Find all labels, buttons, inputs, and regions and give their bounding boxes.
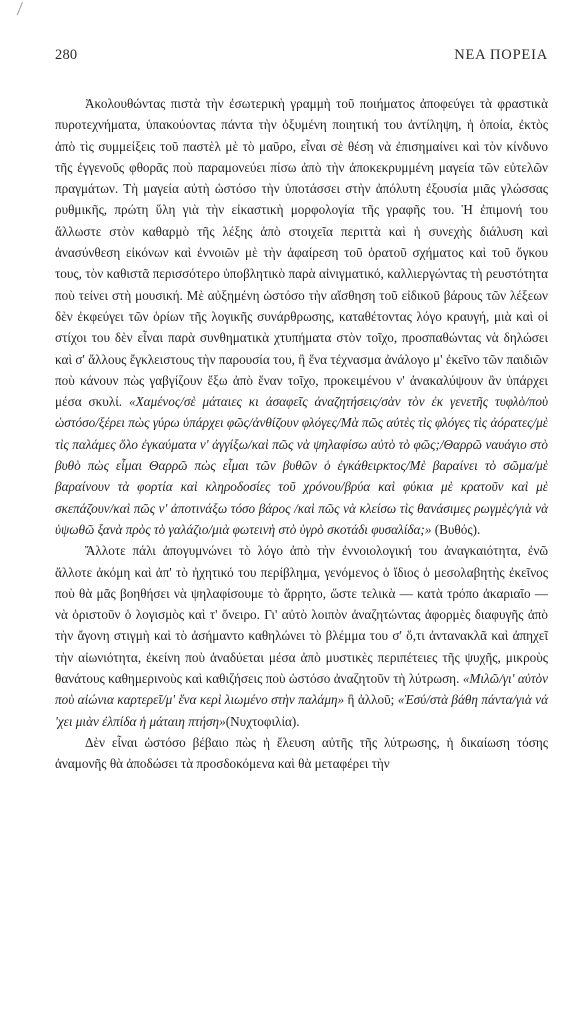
poem-quote: «Μιλῶ/γι' αὐτὸν ποὺ αἰώνια καρτερεῖ/μ' ἕνα κερὶ λιωμένο στὴν παλάμη» (55, 671, 548, 708)
text-segment: (Βυθός). (431, 521, 481, 537)
paragraph-2 (55, 540, 548, 732)
body-text (55, 93, 548, 775)
scan-mark (17, 2, 23, 15)
text-segment: Ἄλλοτε πάλι ἀπογυμνώνει τὸ λόγο ἀπὸ τὴν ἐννοιολογική του ἀναγκαιότητα, ἐνῶ ἄλλοτε ἀκόμη καὶ ἀπ' τὸ ἠχητικό του περίβλημα, γενόμενος ὁ ἴδιος ὁ μεσολαβητὴς ἐκεῖνος ποὺ θὰ μᾶς βοηθήσει νὰ ψηλαφίσουμε τὸ ἄρρητο, ὥστε τελικὰ — κατὰ τρόπο ἀκαριαῖο — νὰ ὁριστοῦν ὁ λογισμὸς καὶ τ' ὄνειρο. Γι' αὐτὸ λοιπὸν ἀναζητώντας ἀφορμὲς διαφυγῆς ἀπὸ τὴν ἄγονη στιγμὴ καὶ τὸ ἀσήμαντο καθηλώνει τὸ βλέμμα του σ' ὅ,τι ἀντανακλᾶ καὶ ἀπηχεῖ τὴν αἰωνιότητα, ἐκείνη ποὺ ἀναδύεται μέσα ἀπὸ μυστικὲς περιπέτειες τῆς ψυχῆς, μικροὺς θανάτους καθημερινοὺς καὶ καθιζήσεις ποὺ ὡστόσο ἀναζητοῦν τὴ λύτρωση. (55, 543, 548, 687)
poem-quote: «Χαμένος/σὲ μάταιες κι ἀσαφεῖς ἀναζητήσεις/σὰν τὸν ἐκ γενετῆς τυφλὸ/ποὺ ὡστόσο/ξέρει πὼς γύρω ὑπάρχει φῶς/ἀνθίζουν φλόγες/Μὰ πῶς αὐτὲς τὶς φλόγες τὶς ἀόρατες/μὲ τὶς παλάμες ὅλο ἐγκαύματα ν' ἀγγίξω/καὶ πῶς νὰ ψηλαφίσω αὐτὸ τὸ φῶς;/Θαρρῶ ναυάγιο στὸ βυθὸ πὼς εἶμαι Θαρρῶ πὼς εἶμαι τῶν βυθῶν ὁ ἐγκάθειρκτος/Μὲ βαραίνει τὸ σῶμα/μὲ βαραίνουν τὰ φορτία καὶ κληροδοσίες τοῦ χρόνου/βρύα καὶ φύκια μὲ κρατοῦν καὶ μὲ σκεπάζουν/καὶ πῶς ν' ἀποτινάξω τόσο βάρος /καὶ πῶς νὰ κλείσω τὶς θανάσιμες ρωγμὲς/γιὰ νὰ ὑψωθῶ ξανὰ πρὸς τὸ γαλάζιο/μιὰ φωτεινὴ στὸ ὑγρὸ σκοτάδι φυσαλίδα;» (55, 394, 548, 537)
running-title: ΝΕΑ ΠΟΡΕΙΑ (454, 47, 548, 63)
text-segment: ἢ ἀλλοῦ; (344, 692, 398, 708)
text-segment: (Νυχτοφιλία). (225, 713, 300, 729)
paragraph-3 (55, 732, 548, 775)
paragraph-1 (55, 93, 548, 540)
poem-quote: «Ἐσύ/στὰ βάθη πάντα/γιὰ νά 'χει μιὰν ἐλπίδα ἡ μάταιη πτήση» (55, 692, 548, 729)
page-header (55, 47, 548, 69)
page-number: 280 (55, 47, 78, 63)
text-segment: Ἀκολουθώντας πιστὰ τὴν ἐσωτερικὴ γραμμὴ τοῦ ποιήματος ἀποφεύγει τὰ φραστικὰ πυροτεχνήματα, ὑπακούοντας πάντα τὴν ὀξυμένη ποιητική του ἀντίληψη, ἡ ὁποία, ἐκτὸς ἀπὸ τὶς συμμείξεις τοῦ παστὲλ μὲ τὸ μαῦρο, εἶναι σὲ θέση νὰ ἐπισημαίνει καὶ τὸν κίνδυνο τῆς ἐγγενοῦς φθορᾶς ποὺ παραμονεύει πίσω ἀπὸ τὴν ἀποκεκρυμμένη μαγεία τῶν εὐτελῶν πραγμάτων. Τὴ μαγεία αὐτὴ ὡστόσο τὴν ὑποτάσσει στὴν ἀπόλυτη ἐξουσία μιᾶς γλώσσας ρυθμικῆς, πρώτη ὕλη γιὰ τὴν εἰκαστικὴ μορφολογία τῆς γραφῆς του. Ἡ ἐπιμονή του ἄλλωστε στὸν καθαρμὸ τῆς λέξης ἀπὸ στοιχεῖα περιττὰ καὶ ἡ συνεχὴς διάλυση καὶ ἀνασύνθεση εἰκόνων καὶ ἐννοιῶν μὲ τὴν ἀφαίρεση τοῦ ὁρατοῦ σχήματος καὶ τοῦ ὄγκου τους, τὸν καθιστᾶ περισσότερο ὑποβλητικὸ παρὰ αἰνιγματικό, καλλιεργώντας τὴ ρευστότητα ποὺ τείνει στὴ μουσική. Μὲ αὐξημένη ὡστόσο τὴν αἴσθηση τοῦ εἰδικοῦ βάρους τῶν λέξεων δὲν ἐκφεύγει τῶν ὁρίων τῆς λογικῆς συνάρθρωσης, καταθέτοντας λόγο κραυγή, μιὰ καὶ οἱ στίχοι του δὲν εἶναι παρὰ συνθηματικὰ χτυπήματα στὸν τοῖχο, προσπαθώντας νὰ δηλώσει καὶ σ' ἄλλους ἔγκλειστους τὴν παρουσία του, ἢ ἕνα τέχνασμα ἀνάλογο μ' ἐκεῖνο τῶν παιδιῶν ποὺ κάνουν πὼς γαβγίζουν ἔξω ἀπὸ ἕναν τοῖχο, προκειμένου ν' ἀνακαλύψουν ἂν ὑπάρχει μέσα σκυλί. (55, 96, 548, 410)
text-segment: Δὲν εἶναι ὡστόσο βέβαιο πὼς ἡ ἔλευση αὐτῆς τῆς λύτρωσης, ἡ δικαίωση τόσης ἀναμονῆς θὰ ἀποδώσει τὰ προσδοκόμενα καὶ θὰ μεταφέρει τὴν (55, 734, 548, 772)
